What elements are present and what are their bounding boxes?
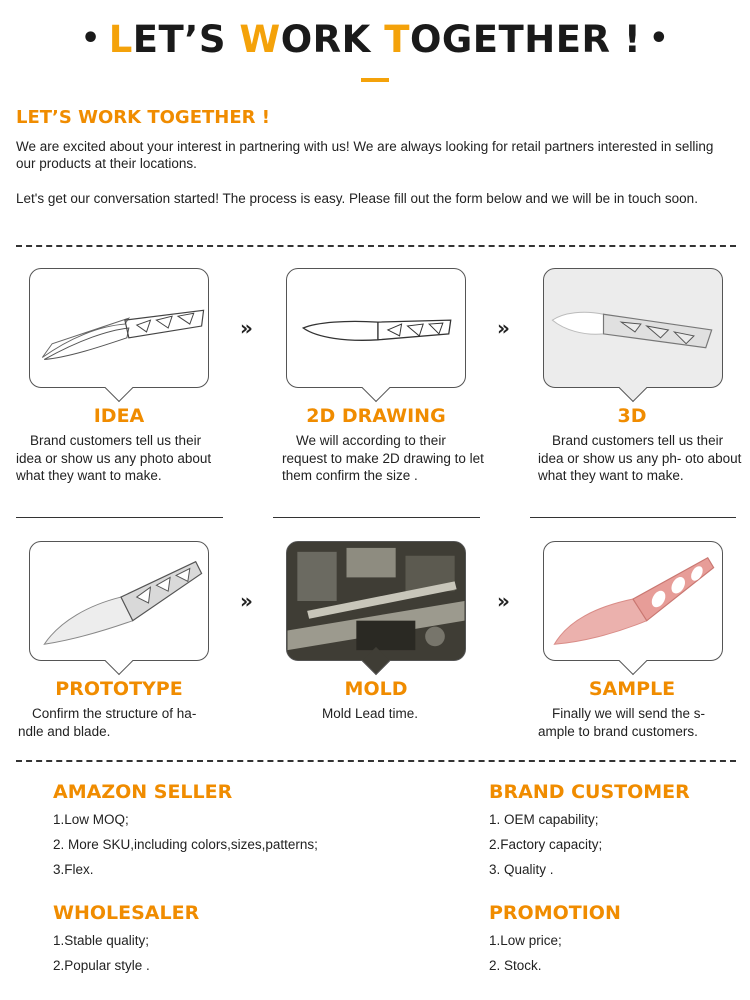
- amazon-item: 2. More SKU,including colors,sizes,patterns;: [53, 837, 318, 852]
- title-dot-left: •: [81, 21, 101, 56]
- intro-paragraph-2: Let's get our conversation started! The process is easy. Please fill out the form below and we will be in touch soon.: [16, 191, 698, 206]
- wholesaler-item: 2.Popular style .: [53, 958, 150, 973]
- step-title-prototype: PROTOTYPE: [55, 678, 183, 700]
- title-underline: [361, 78, 389, 82]
- chevron-right-icon: »: [240, 316, 253, 340]
- brand-customer-heading: BRAND CUSTOMER: [489, 781, 690, 803]
- step-desc-sample: Finally we will send the s- ample to brand customers.: [538, 706, 706, 739]
- sample-image: [543, 541, 723, 661]
- step-title-sample: SAMPLE: [588, 678, 676, 700]
- brand-item: 1. OEM capability;: [489, 812, 599, 827]
- intro-heading: LET’S WORK TOGETHER !: [16, 107, 270, 128]
- divider-line: [16, 517, 223, 518]
- step-title-idea: IDEA: [93, 405, 145, 427]
- step-desc-prototype: Confirm the structure of ha- ndle and blade.: [18, 706, 197, 739]
- step-desc-idea: Brand customers tell us their idea or show us any photo about what they want to make.: [16, 433, 212, 483]
- idea-image: [29, 268, 209, 388]
- divider-dashed-top: [16, 245, 736, 247]
- 3d-image: [543, 268, 723, 388]
- wholesaler-item: 1.Stable quality;: [53, 933, 150, 948]
- divider-dashed-bottom: [16, 760, 736, 762]
- prototype-image: [29, 541, 209, 661]
- mold-image: [286, 541, 466, 661]
- brand-item: 2.Factory capacity;: [489, 837, 603, 852]
- step-desc-mold: Mold Lead time.: [322, 706, 419, 721]
- chevron-right-icon: »: [240, 589, 253, 613]
- step-title-3d: 3D: [617, 405, 647, 427]
- step-desc-2d-drawing: We will according to their request to make 2D drawing to let them confirm the size .: [282, 433, 484, 483]
- promotion-heading: PROMOTION: [489, 902, 621, 924]
- step-title-2d-drawing: 2D DRAWING: [306, 405, 446, 427]
- divider-line: [273, 517, 480, 518]
- chevron-right-icon: »: [497, 316, 510, 340]
- amazon-seller-heading: AMAZON SELLER: [53, 781, 233, 803]
- step-title-mold: MOLD: [344, 678, 408, 700]
- intro-paragraph-1: We are excited about your interest in partnering with us! We are always looking for retail partners interested in selling our products at their locations.: [16, 139, 714, 171]
- divider-line: [530, 517, 736, 518]
- promotion-item: 2. Stock.: [489, 958, 542, 973]
- wholesaler-heading: WHOLESALER: [53, 902, 200, 924]
- promotion-item: 1.Low price;: [489, 933, 562, 948]
- amazon-item: 3.Flex.: [53, 862, 94, 877]
- page-title: • LET’S WORK TOGETHER ! •: [81, 18, 669, 61]
- chevron-right-icon: »: [497, 589, 510, 613]
- amazon-item: 1.Low MOQ;: [53, 812, 129, 827]
- step-desc-3d: Brand customers tell us their idea or show us any ph- oto about what they want to make.: [538, 433, 742, 483]
- 2d-drawing-image: [286, 268, 466, 388]
- title-dot-right: •: [649, 21, 669, 56]
- brand-item: 3. Quality .: [489, 862, 554, 877]
